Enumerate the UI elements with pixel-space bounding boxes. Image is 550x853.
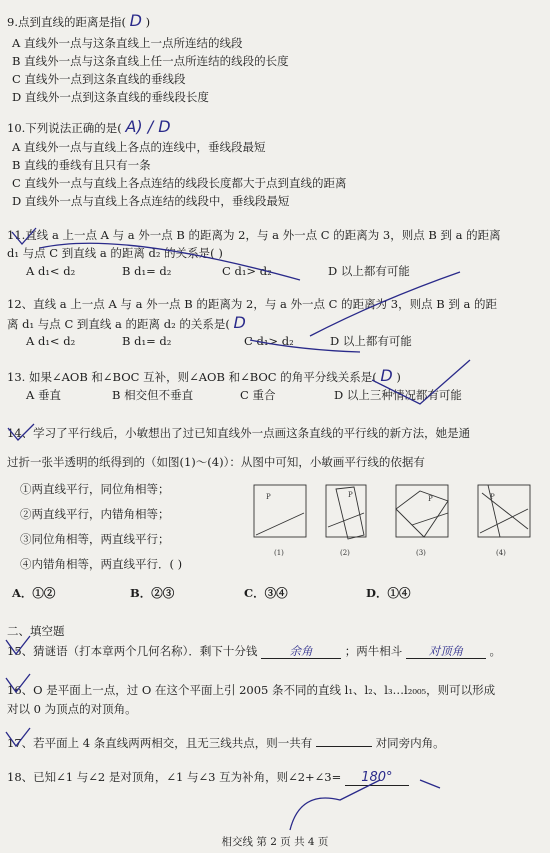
q9-handwritten-answer: D [129,11,142,30]
fig4-point-p: P [490,493,495,501]
q15-answer-2: 对顶角 [406,644,486,659]
q16-check-mark [6,674,30,692]
q10-handwritten-answer: A) / D [125,117,171,136]
q16-line1: 16、O 是平面上一点，过 O 在这个平面上引 2005 条不同的直线 l₁、l₂、l₃…l₂₀₀₅，则可以形成 [7,683,496,697]
q17-line: 17、若平面上 4 条直线两两相交，且无三线共点，则一共有 对同旁内角。 [7,736,445,750]
q11-stroke [40,243,300,280]
q12-handwritten-answer: D [233,313,246,332]
q12-stroke [310,272,460,336]
q13-option-b: B 相交但不垂直 [112,388,194,402]
q9-option-b: B 直线外一点与这条直线上任一点所连结的线段的长度 [12,54,289,68]
q18-degree-mark [420,780,440,788]
q11-line1: 11.直线 a 上一点 A 与 a 外一点 B 的距离为 2，与 a 外一点 C 的距离为 3，则点 B 到 a 的距离 [7,228,501,242]
q15-check-mark [6,636,30,654]
q10-stem: 10.下列说法正确的是( A) / D [7,117,171,136]
q9-option-d: D 直线外一点到这条直线的垂线段长度 [12,90,209,104]
q16-line2: 对以 0 为顶点的对顶角。 [7,702,137,716]
q12-option-a: A d₁< d₂ [26,334,76,348]
q13-option-d: D 以上三种情况都有可能 [334,388,462,402]
q14-line1: 14、学习了平行线后，小敏想出了过已知直线外一点画这条直线的平行线的新方法，她是通 [7,426,471,440]
q11-line2: d₁ 与点 C 到直线 a 的距离 d₂ 的关系是( ) [7,246,223,260]
q14-item-2: ②两直线平行，内错角相等； [20,507,170,521]
q9-option-c: C 直线外一点到这条直线的垂线段 [12,72,186,86]
q14-choice-d: D．①④ [366,586,411,600]
q14-check-mark [8,424,34,440]
section-fill-in-title: 二、填空题 [7,624,65,638]
q11-check-mark [12,228,36,244]
q9-option-a: A 直线外一点与这条直线上一点所连结的线段 [12,36,243,50]
q12-underline [250,340,360,352]
q14-choice-b: B．②③ [130,586,175,600]
q11-option-d: D 以上都有可能 [328,264,410,278]
q13-handwritten-answer: D [380,366,393,385]
q10-option-b: B 直线的垂线有且只有一条 [12,158,151,172]
q13-check-stroke [372,360,470,404]
q9-stem: 9.点到直线的距离是指( D ) [7,11,151,30]
q14-item-4: ④内错角相等，两直线平行．( ) [20,557,183,571]
q14-line2: 过折一张半透明的纸得到的（如图(1)～(4)）：从图中可知，小敏画平行线的依据有 [7,455,425,469]
fig1-label: (1) [274,549,284,557]
q11-option-a: A d₁< d₂ [26,264,76,278]
q17-check-mark [6,728,30,746]
q14-choice-c: C．③④ [244,586,288,600]
q15-line: 15、猜谜语（打本章两个几何名称）．剩下十分钱 余角 ；两牛相斗 对顶角 。 [7,644,502,658]
fig2-label: (2) [340,549,350,557]
q10-option-a: A 直线外一点与直线上各点的连线中，垂线段最短 [12,140,266,154]
q13-option-a: A 垂直 [26,388,61,402]
page-footer: 相交线 第 2 页 共 4 页 [221,836,329,848]
fig3-point-p: P [428,495,433,503]
q13-stem: 13. 如果∠AOB 和∠BOC 互补，则∠AOB 和∠BOC 的角平分线关系是( D ) [7,366,401,385]
q18-answer: 180° [345,771,409,786]
fig1-point-p: P [266,493,271,501]
q11-option-c: C d₁> d₂ [222,264,272,278]
q12-option-b: B d₁= d₂ [122,334,172,348]
q18-stroke [290,780,380,830]
q11-option-b: B d₁= d₂ [122,264,172,278]
q10-option-d: D 直线外一点与直线上各点连结的线段中，垂线段最短 [12,194,290,208]
q18-line: 18、已知∠1 与∠2 是对顶角，∠1 与∠3 互为补角，则∠2+∠3= 180° [0,770,550,786]
q12-option-d: D 以上都有可能 [330,334,412,348]
q13-option-c: C 重合 [240,388,276,402]
q14-choice-a: A．①② [12,586,56,600]
q14-item-1: ①两直线平行，同位角相等； [20,482,170,496]
q12-line2: 离 d₁ 与点 C 到直线 a 的距离 d₂ 的关系是( D [7,313,246,332]
q14-item-3: ③同位角相等，两直线平行； [20,532,170,546]
fig3-label: (3) [416,549,426,557]
q10-option-c: C 直线外一点与直线上各点连结的线段长度都大于点到直线的距离 [12,176,347,190]
fig4-label: (4) [496,549,506,557]
q12-option-c: C d₁> d₂ [244,334,294,348]
fig2-point-p: P [348,491,353,499]
q15-answer-1: 余角 [261,644,341,659]
q12-line1: 12、直线 a 上一点 A 与 a 外一点 B 的距离为 2，与 a 外一点 C 的距离为 3，则点 B 到 a 的距 [7,297,497,311]
